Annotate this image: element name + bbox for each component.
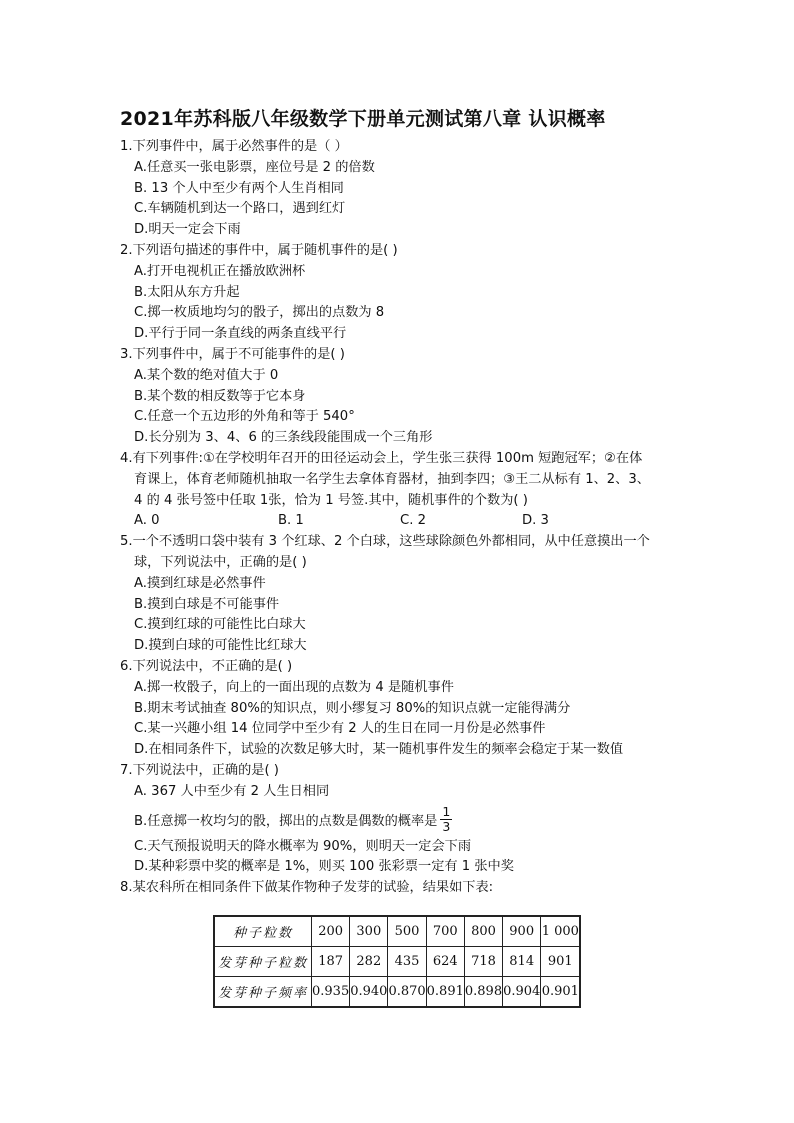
table-cell: 0.891 — [426, 977, 464, 1008]
table-cell: 1 000 — [541, 916, 581, 947]
fraction-one-third — [440, 805, 452, 834]
question-2-option-a: A.打开电视机正在播放欧洲杯 — [134, 263, 306, 279]
question-5-stem-line-1: 5.一个不透明口袋中装有 3 个红球、2 个白球，这些球除颜色外都相同，从中任意摸出一个 — [120, 534, 650, 550]
question-8-stem: 8.某农科所在相同条件下做某作物种子发芽的试验，结果如下表: — [120, 880, 494, 896]
table-row — [214, 977, 580, 1008]
question-5-option-b: B.摸到白球是不可能事件 — [134, 596, 280, 612]
table-row-header: 发芽种子粒数 — [214, 947, 312, 977]
question-6-option-b: B.期末考试抽查 80%的知识点，则小缪复习 80%的知识点就一定能得满分 — [134, 700, 571, 716]
table-cell: 900 — [503, 916, 541, 947]
question-7-option-b-row — [120, 803, 680, 837]
table-cell: 814 — [503, 947, 541, 977]
question-3-option-d: D.长分别为 3、4、6 的三条线段能围成一个三角形 — [134, 430, 433, 446]
table-cell: 300 — [350, 916, 388, 947]
table-row — [214, 947, 580, 977]
question-7-stem: 7.下列说法中，正确的是( ) — [120, 762, 279, 778]
table-cell: 435 — [388, 947, 426, 977]
question-3-option-c: C.任意一个五边形的外角和等于 540° — [134, 409, 355, 425]
question-4-option-a: A. 0 — [134, 513, 160, 529]
question-3-option-a: A.某个数的绝对值大于 0 — [134, 367, 279, 383]
table-cell: 624 — [426, 947, 464, 977]
table-cell: 718 — [464, 947, 502, 977]
question-6-option-d: D.在相同条件下，试验的次数足够大时，某一随机事件发生的频率会稳定于某一数值 — [134, 742, 624, 758]
document-title: 2021年苏科版八年级数学下册单元测试第八章 认识概率 — [120, 108, 606, 130]
question-5-option-a: A.摸到红球是必然事件 — [134, 575, 266, 591]
table-cell: 0.904 — [503, 977, 541, 1008]
fraction-numerator: 1 — [442, 804, 451, 819]
question-4-stem-line-2: 育课上，体育老师随机抽取一名学生去拿体育器材，抽到李四；③王二从标有 1、2、3、 — [134, 471, 650, 487]
question-4-options — [120, 511, 680, 532]
question-7-option-c: C.天气预报说明天的降水概率为 90%，则明天一定会下雨 — [134, 838, 472, 854]
question-5-option-c: C.摸到红球的可能性比白球大 — [134, 617, 306, 633]
question-4-option-b: B. 1 — [278, 513, 304, 529]
question-2-stem: 2.下列语句描述的事件中，属于随机事件的是( ) — [120, 242, 398, 258]
fraction-denominator: 3 — [442, 819, 451, 834]
table-cell: 500 — [388, 916, 426, 947]
question-4-option-c: C. 2 — [400, 513, 426, 529]
question-1-option-c: C.车辆随机到达一个路口，遇到红灯 — [134, 201, 346, 217]
question-5-stem-line-2: 球，下列说法中，正确的是( ) — [134, 554, 307, 570]
seed-germination-table — [213, 915, 581, 1008]
question-6-option-c: C.某一兴趣小组 14 位同学中至少有 2 人的生日在同一月份是必然事件 — [134, 721, 546, 737]
question-7-option-d: D.某种彩票中奖的概率是 1%，则买 100 张彩票一定有 1 张中奖 — [134, 859, 514, 875]
table-cell: 0.940 — [350, 977, 388, 1008]
table-cell: 0.870 — [388, 977, 426, 1008]
question-1-stem: 1.下列事件中，属于必然事件的是（ ） — [120, 139, 348, 154]
question-list — [120, 137, 680, 899]
question-1-option-a: A.任意买一张电影票，座位号是 2 的倍数 — [134, 159, 375, 175]
question-4-option-d: D. 3 — [522, 513, 549, 529]
question-7-option-a: A. 367 人中至少有 2 人生日相同 — [134, 783, 330, 799]
question-7-option-b: B.任意掷一枚均匀的骰，掷出的点数是偶数的概率是 — [134, 814, 438, 829]
question-4-stem-line-1: 4.有下列事件:①在学校明年召开的田径运动会上，学生张三获得 100m 短跑冠军；②在体 — [120, 450, 643, 466]
table-cell: 901 — [541, 947, 581, 977]
table-cell: 0.898 — [464, 977, 502, 1008]
table-cell: 700 — [426, 916, 464, 947]
table-row-header: 种子粒数 — [214, 916, 312, 947]
question-6-option-a: A.掷一枚骰子，向上的一面出现的点数为 4 是随机事件 — [134, 679, 454, 695]
question-2-option-c: C.掷一枚质地均匀的骰子，掷出的点数为 8 — [134, 305, 385, 321]
table-cell: 200 — [312, 916, 350, 947]
question-6-stem: 6.下列说法中，不正确的是( ) — [120, 658, 293, 674]
question-4-stem-line-3: 4 的 4 张号签中任取 1张，恰为 1 号签.其中，随机事件的个数为( ) — [134, 492, 528, 508]
question-3-stem: 3.下列事件中，属于不可能事件的是( ) — [120, 346, 345, 362]
table-row-header: 发芽种子频率 — [214, 977, 312, 1008]
table-cell: 0.935 — [312, 977, 350, 1008]
table-cell: 0.901 — [541, 977, 581, 1008]
table-cell: 800 — [464, 916, 502, 947]
table-cell: 187 — [312, 947, 350, 977]
question-5-option-d: D.摸到白球的可能性比红球大 — [134, 638, 307, 654]
table-row — [214, 916, 580, 947]
question-1-option-d: D.明天一定会下雨 — [134, 222, 241, 238]
table-cell: 282 — [350, 947, 388, 977]
question-2-option-d: D.平行于同一条直线的两条直线平行 — [134, 326, 347, 342]
question-2-option-b: B.太阳从东方升起 — [134, 284, 240, 300]
question-1-option-b: B. 13 个人中至少有两个人生肖相同 — [134, 180, 344, 196]
question-3-option-b: B.某个数的相反数等于它本身 — [134, 388, 306, 404]
